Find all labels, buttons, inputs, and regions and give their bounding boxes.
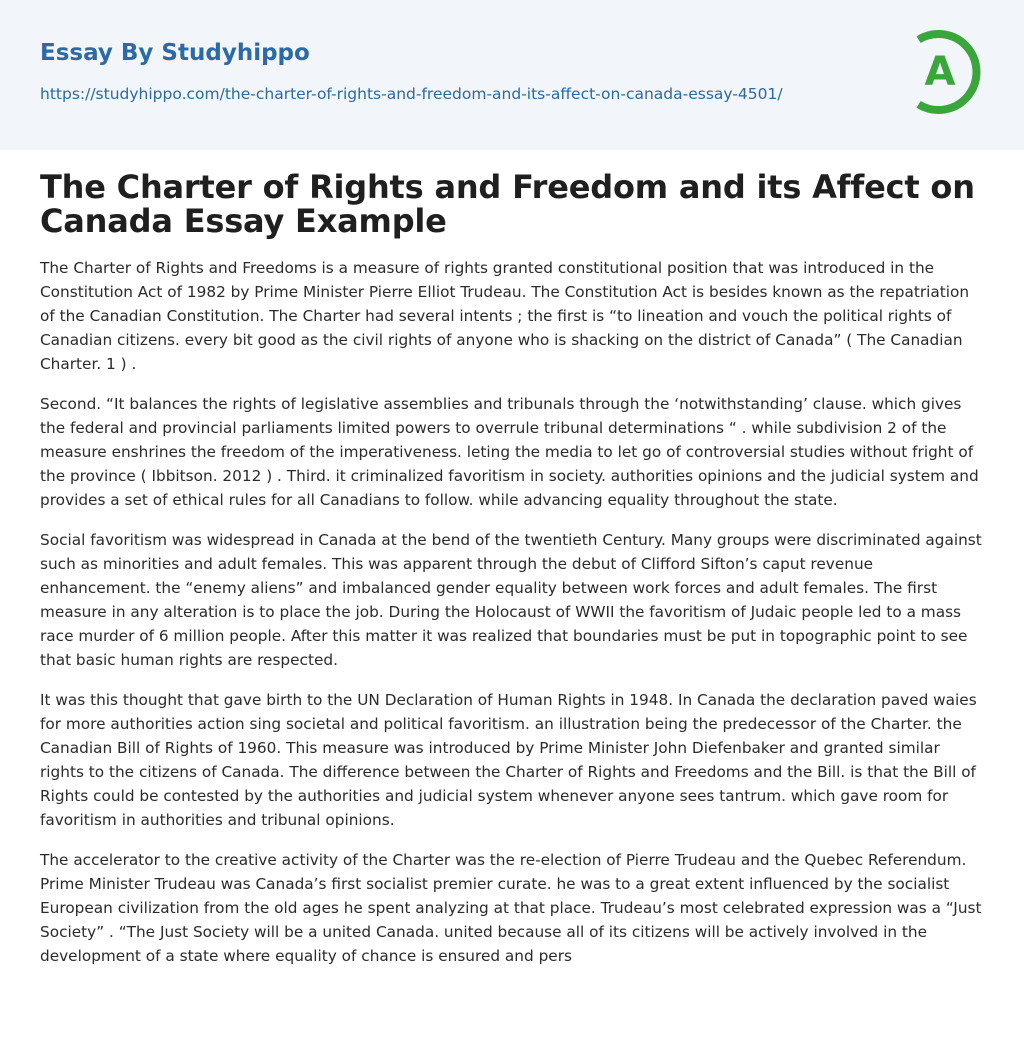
- essay-title: The Charter of Rights and Freedom and its Affect on Canada Essay Example: [40, 168, 975, 240]
- brand-name[interactable]: Essay By Studyhippo: [40, 40, 310, 66]
- logo-letter: A: [924, 49, 956, 95]
- paragraph: Social favoritism was widespread in Canada at the bend of the twentieth Century. Many groups were discriminated against such as minorities and adult females. This was apparent through the debut of Clifford Sifton’s caput revenue enhancement. the “enemy aliens” and imbalanced gender equality between work forces and adult females. The first measure in any alteration is to place the job. During the Holocaust of WWII the favoritism of Judaic people led to a mass race murder of 6 million people. After this matter it was realized that boundaries must be put in topographic point to see that basic human rights are respected.: [40, 531, 982, 669]
- paragraph: The Charter of Rights and Freedoms is a measure of rights granted constitutional position that was introduced in the Constitution Act of 1982 by Prime Minister Pierre Elliot Trudeau. The Constitution Act is besides known as the repatriation of the Canadian Constitution. The Charter had several intents ; the first is “to lineation and vouch the political rights of Canadian citizens. every bit good as the civil rights of anyone who is shacking on the district of Canada” ( The Canadian Charter. 1 ) .: [40, 259, 970, 373]
- paragraph: Second. “It balances the rights of legislative assemblies and tribunals through the ‘notwithstanding’ clause. which gives the federal and provincial parliaments limited powers to overrule tribunal determinations “ . while subdivision 2 of the measure enshrines the freedom of the imperativeness. leting the media to let go of controversial studies without fright of the province ( Ibbitson. 2012 ) . Third. it criminalized favoritism in society. authorities opinions and the judicial system and provides a set of ethical rules for all Canadians to follow. while advancing equality throughout the state.: [40, 395, 979, 509]
- site-header: [0, 0, 1024, 150]
- paragraph: The accelerator to the creative activity of the Charter was the re-election of Pierre Trudeau and the Quebec Referendum. Prime Minister Trudeau was Canada’s first socialist premier curate. he was to a great extent influenced by the socialist European civilization from the old ages he spent analyzing at that place. Trudeau’s most celebrated expression was a “Just Society” . “The Just Society will be a united Canada. united because all of its citizens will be actively involved in the development of a state where equality of chance is ensured and pers: [40, 851, 982, 965]
- studyhippo-logo-icon[interactable]: [908, 28, 988, 116]
- source-url-link[interactable]: https://studyhippo.com/the-charter-of-rights-and-freedom-and-its-affect-on-canada-essay-4501/: [40, 85, 783, 103]
- essay-body: [40, 256, 988, 984]
- logo-graphic: [908, 28, 988, 116]
- paragraph: It was this thought that gave birth to the UN Declaration of Human Rights in 1948. In Canada the declaration paved waies for more authorities action sing societal and political favoritism. an illustration being the predecessor of the Charter. the Canadian Bill of Rights of 1960. This measure was introduced by Prime Minister John Diefenbaker and granted similar rights to the citizens of Canada. The difference between the Charter of Rights and Freedoms and the Bill. is that the Bill of Rights could be contested by the authorities and judicial system whenever anyone sees tantrum. which gave room for favoritism in authorities and tribunal opinions.: [40, 691, 977, 829]
